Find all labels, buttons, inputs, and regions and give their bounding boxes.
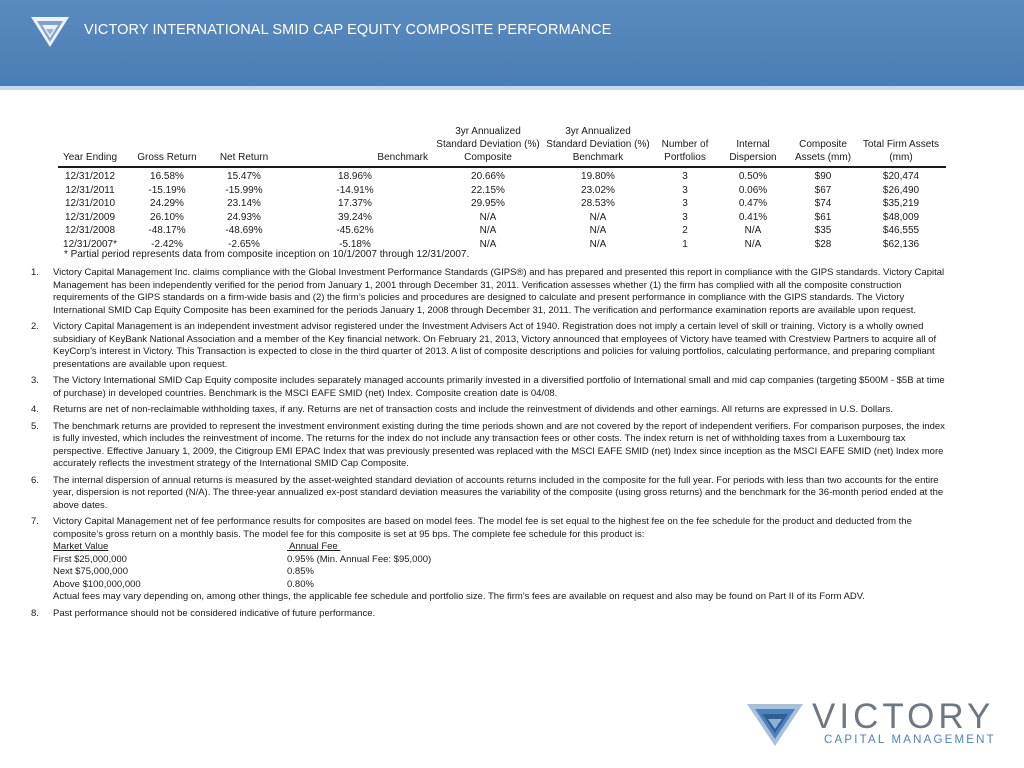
cell-portfolios: 3: [682, 198, 688, 209]
header-benchmark: Benchmark: [276, 125, 434, 167]
note-8: 8. Past performance should not be considered indicative of future performance.: [31, 607, 376, 619]
cell-year: 12/31/2011: [65, 184, 115, 196]
logo-subtitle: CAPITAL MANAGEMENT: [824, 734, 996, 746]
fee-intro: Victory Capital Management net of fee performance results for composites are based on model fees. The model fee is set equal to the highest fee on the fee schedule for the product and deducted from the composite’s gross return on a monthly basis. The model fee for this composite is set at 95 bps. The complete fee schedule for this product is:: [53, 516, 912, 540]
header-portfolios: Number of Portfolios: [654, 125, 716, 167]
cell-sd-benchmark: 19.80%: [581, 171, 615, 182]
cell-net: -2.65%: [228, 238, 260, 250]
cell-gross: 26.10%: [150, 211, 184, 223]
cell-benchmark: -45.62%: [336, 225, 374, 236]
header-bar: [0, 0, 1024, 86]
header-net-return: Net Return: [212, 125, 276, 167]
table-header-row: [58, 125, 946, 167]
header-gross-return: Gross Return: [122, 125, 212, 167]
cell-dispersion: 0.41%: [738, 211, 768, 223]
fee-schedule-header: [53, 541, 951, 554]
cell-benchmark: 17.37%: [338, 198, 372, 209]
table-row: [58, 167, 946, 184]
cell-gross: -15.19%: [148, 184, 186, 196]
fee-col-market-value: Market Value: [53, 541, 109, 552]
cell-dispersion: 0.06%: [738, 184, 768, 196]
header-composite-assets: Composite Assets (mm): [790, 125, 856, 167]
cell-sd-benchmark: N/A: [589, 211, 607, 223]
cell-sd-composite: 29.95%: [471, 198, 505, 209]
cell-year: 12/31/2009: [64, 211, 116, 223]
header-sd-benchmark: 3yr Annualized Standard Deviation (%) Benchmark: [542, 125, 654, 167]
fee-schedule-row: Above $100,000,000 0.80%: [53, 578, 314, 590]
cell-dispersion: 0.50%: [738, 171, 768, 182]
cell-dispersion: N/A: [744, 225, 762, 236]
cell-sd-benchmark: N/A: [589, 238, 607, 250]
cell-composite-assets: $61: [814, 211, 832, 223]
fee-outro: Actual fees may vary depending on, among other things, the applicable fee schedule and portfolio size. The firm's fees are available on request and also may be found on Part II of its Form ADV.: [53, 591, 865, 602]
cell-dispersion: 0.47%: [738, 198, 768, 209]
cell-sd-composite: 22.15%: [471, 184, 505, 196]
cell-net: 15.47%: [227, 171, 261, 182]
table-row: [58, 197, 946, 211]
note-5: 5. The benchmark returns are provided to represent the investment environment existing during the time periods shown and are not covered by the report of independent verifiers. For comparison purposes, the index is fully invested, which includes the reinvestment of income. The returns for the index do not include any transaction fees or other costs. The index return is net of withholding taxes from a Luxembourg tax perspective. Effective January 1, 2009, the Citigroup EMI EPAC Index that was previously presented was replaced with the MSCI EAFE SMID (net) Index since inception as the MSCI EAFE SMID (net) Index more accurately reflects the investment strategy of the International SMID Cap Composite.: [31, 420, 945, 469]
cell-portfolios: 3: [682, 211, 688, 223]
cell-firm-assets: $62,136: [882, 238, 920, 250]
cell-firm-assets: $26,490: [882, 184, 920, 196]
header-firm-assets: Total Firm Assets (mm): [856, 125, 946, 167]
partial-period-footnote: * Partial period represents data from composite inception on 10/1/2007 through 12/31/2007.: [64, 249, 470, 260]
cell-sd-composite: N/A: [479, 238, 497, 250]
header-sd-composite: 3yr Annualized Standard Deviation (%) Composite: [434, 125, 542, 167]
cell-firm-assets: $35,219: [882, 198, 920, 209]
fee-schedule-row: Next $75,000,000 0.85%: [53, 566, 314, 577]
note-4: 4. Returns are net of non-reclaimable withholding taxes, if any. Returns are net of transaction costs and include the reinvestment of dividends and other earnings. All returns are expressed in U.S. Dollars.: [31, 404, 893, 415]
cell-portfolios: 3: [682, 171, 688, 182]
cell-sd-benchmark: N/A: [589, 225, 607, 236]
cell-sd-composite: 20.66%: [471, 171, 505, 182]
cell-composite-assets: $67: [814, 184, 832, 196]
cell-portfolios: 2: [682, 225, 688, 236]
cell-firm-assets: $20,474: [882, 171, 920, 182]
cell-sd-benchmark: 23.02%: [581, 184, 615, 196]
note-7: 7. Victory Capital Management net of fee performance results for composites are based on model fees. The model fee is set equal to the highest fee on the fee schedule for the product and deducted from the composite’s gross return on a monthly basis. The model fee for this composite is set at 95 bps. The complete fee schedule for this product is: Market Value Annual Fee First $25,000,000 0.95% (Min. Annual Fee: $95,000) Next $75,000,000 0.85% Above $100,000,000 0.80% Actual fees may vary depending on, among other things, the applicable fee schedule and portfolio size. The firm's fees are available on request and also may be found on Part II of its Form ADV.: [31, 516, 951, 604]
table-row: [58, 211, 946, 225]
cell-portfolios: 3: [682, 184, 688, 196]
note-3: 3. The Victory International SMID Cap Equity composite includes separately managed accounts primarily invested in a diversified portfolio of International small and mid cap companies (targeting $500M - $5B at time of purchase) in developed countries. Benchmark is the MSCI EAFE SMID (net) Index. Composite creation date is 04/08.: [31, 375, 945, 399]
victory-v-icon: [30, 15, 70, 49]
cell-year: 12/31/2008: [64, 225, 116, 236]
note-6: 6. The internal dispersion of annual returns is measured by the asset-weighted standard deviation of accounts returns included in the composite for the full year. For periods with less than two accounts for the entire year, dispersion is not reported (N/A). The three-year annualized ex-post standard deviation measures the variability of the composite (using gross returns) and the benchmark for the 36-month period ended at the above dates.: [31, 474, 944, 511]
fee-schedule-row: First $25,000,000 0.95% (Min. Annual Fee: $95,000): [53, 553, 432, 565]
cell-portfolios: 1: [682, 238, 688, 250]
page-title: VICTORY INTERNATIONAL SMID CAP EQUITY COMPOSITE PERFORMANCE: [84, 22, 612, 38]
cell-composite-assets: $90: [814, 171, 832, 182]
cell-year: 12/31/2012: [64, 171, 116, 182]
fee-col-annual-fee: Annual Fee: [287, 541, 341, 552]
performance-table: [58, 125, 946, 251]
header-dispersion: Internal Dispersion: [716, 125, 790, 167]
cell-gross: -2.42%: [151, 238, 183, 250]
cell-composite-assets: $35: [814, 225, 832, 236]
disclosure-notes: [31, 267, 951, 624]
cell-gross: 16.58%: [150, 171, 184, 182]
cell-year: 12/31/2007*: [63, 238, 117, 250]
cell-composite-assets: $28: [814, 238, 832, 250]
cell-benchmark: -14.91%: [336, 184, 374, 196]
cell-sd-benchmark: 28.53%: [581, 198, 615, 209]
cell-benchmark: -5.18%: [339, 238, 371, 250]
table-row: [58, 224, 946, 238]
cell-dispersion: N/A: [744, 238, 762, 250]
cell-net: 23.14%: [227, 198, 261, 209]
victory-logo: [746, 697, 1006, 750]
cell-firm-assets: $48,009: [882, 211, 920, 223]
cell-net: -48.69%: [225, 225, 263, 236]
cell-gross: 24.29%: [150, 198, 184, 209]
header-divider: [0, 86, 1024, 90]
note-1: 1. Victory Capital Management Inc. claims compliance with the Global Investment Performance Standards (GIPS®) and has prepared and presented this report in compliance with the GIPS standards. Victory Capital Management has been independently verified for the period from January 1, 2001 through December 31, 2011. Verification assesses whether (1) the firm has complied with all the composite construction requirements of the GIPS standards on a firm-wide basis and (2) the firm’s policies and procedures are designed to calculate and present performance in compliance with the GIPS standards. The Victory International SMID Cap Equity Composite has been examined for the periods January 1, 2008 through December 31, 2011. The verification and performance examination reports are available upon request.: [31, 267, 945, 316]
cell-year: 12/31/2010: [64, 198, 116, 209]
cell-sd-composite: N/A: [479, 211, 497, 223]
cell-firm-assets: $46,555: [882, 225, 920, 236]
cell-sd-composite: N/A: [479, 225, 497, 236]
cell-benchmark: 39.24%: [338, 211, 372, 223]
victory-v-logo-icon: [746, 702, 804, 748]
note-2: 2. Victory Capital Management is an independent investment advisor registered under the Investment Advisers Act of 1940. Registration does not imply a certain level of skill or training. Victory is a wholly owned subsidiary of KeyBank National Association and a member of the Key financial network. On February 21, 2013, Victory announced that employees of Victory have teamed with Crestview Partners to acquire all of KeyCorp’s interest in Victory. This Transaction is expected to close in the third quarter of 2013. A list of composite descriptions and policies for valuing portfolios, calculating performance, and preparing compliant presentations are available upon request.: [31, 321, 937, 370]
cell-composite-assets: $74: [814, 198, 832, 209]
cell-gross: -48.17%: [148, 225, 186, 236]
cell-net: 24.93%: [227, 211, 261, 223]
logo-wordmark: VICTORY: [812, 697, 995, 736]
cell-net: -15.99%: [225, 184, 263, 196]
table-row: [58, 184, 946, 198]
cell-benchmark: 18.96%: [338, 171, 372, 182]
header-year: Year Ending: [58, 125, 122, 167]
